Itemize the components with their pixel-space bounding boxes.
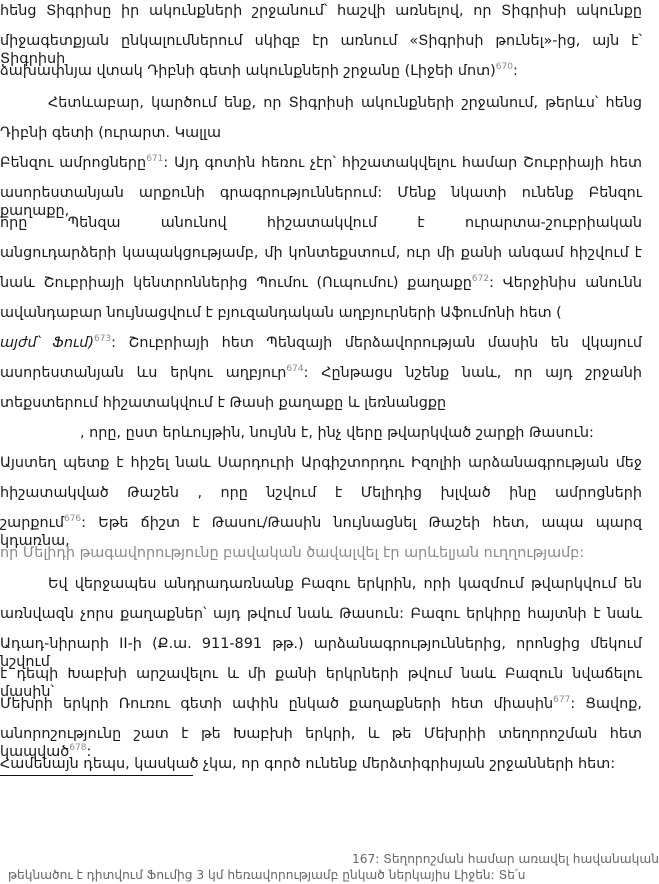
body-line: Մեխրի երկրի Ռուռու գետի ափին ընկած քաղաքների հետ միասին$^{677}$: Ցավոք, [0, 695, 642, 712]
body-line: Բենզու ամրոցները$^{671}$: Այդ գոտին հեռու չէր՝ հիշատակվելու համար Շուբրիայի հետ [0, 154, 643, 171]
body-line: որ Մելիդի թագավորությունը բավական ծավալվել էր արևելյան ուղղությամբ: [0, 545, 585, 561]
footnote-ref[interactable]: 678 [69, 743, 87, 754]
body-line: , որը, ըստ երևույթին, նույնն է, ինչ վերը թվարկված շարքի Թասուն: [80, 425, 594, 441]
footnote-ref[interactable]: 671 [146, 154, 164, 165]
body-line: միջագետքյան ընկալումներում սկիզբ էր առնում «Տիգրիսի թունել»-ից, այն է՝ Տիգրիսի [0, 33, 642, 67]
body-line: ձախափնյա վտակ Դիբնի գետի ակունքների շրջանը (Լիջեի մոտ)$^{670}$: [0, 62, 518, 79]
body-line: ասորեստանյան արքունի գրագրություններում: Մենք նկատի ունենք Բենզու քաղաքը, [0, 185, 642, 219]
body-line: անորոշությունը շատ է թե Խաբխի երկրի, և թե Մեխրիի տեղորոշման հետ կապված$^{678}$: [0, 726, 642, 760]
body-line: նաև Շուբրիայի կենտրոններից Պումու (Ուպումու) քաղաքը$^{672}$: Վերջինիս անունն [0, 274, 642, 291]
body-line: շարքում$^{676}$: Եթե ճիշտ է Թասու/Թասին նույնացնել Թաշեի հետ, ապա պարզ կդառնա, [0, 514, 642, 549]
body-line: հենց Տիգրիսը իր ակունքների շրջանում՝ հաշվի առնելով, որ Տիգրիսի ակունքը [0, 3, 642, 19]
body-line: Այստեղ պետք է հիշել նաև Սարդուրի Արգիշտորդու Իզոլիի արձանագրության մեջ [0, 455, 642, 471]
body-line: ավանդաբար նույնացվում է բյուզանդական աղբյուրների Աֆումոնի հետ ( [0, 305, 562, 321]
body-line: տեքստերում հիշատակվում է Թասի քաղաքը և լեռնանցքը [0, 395, 447, 411]
body-line: ասորեստանյան ևս երկու աղբյուր$^{674}$: Հընթացս նշենք նաև, որ այդ շրջանի [0, 364, 642, 381]
footnote-ref[interactable]: 674 [286, 364, 304, 375]
body-line: անցուդարձերի կապակցությամբ, մի կոնտեքստում, ուր մի քանի անգամ հիշվում է [0, 245, 642, 261]
body-line: որը Պենզա անունով հիշատակվում է ուրարտա-շուբրիական [0, 215, 642, 231]
footnote-ref[interactable]: 672 [471, 274, 490, 285]
footnote-separator [0, 775, 193, 776]
body-line: այժմ՝ Ֆում)$^{673}$: Շուբրիայի հետ Պենզայի մերձավորության մասին են վկայում [0, 334, 642, 351]
footnote-text: 167: Տեղորոշման համար առավել հավանական [352, 852, 659, 866]
body-line: հիշատակված Թաշեն , որը նշվում է Մելիդից խլված ինը ամրոցների [0, 485, 642, 501]
body-line: Համենայն դեպս, կասկած չկա, որ գործ ունենք մերձտիգրիսյան շրջանների հետ: [0, 756, 616, 772]
body-line: Եվ վերջապես անդրադառնանք Բազու երկրին, որի կազմում թվարկվում են [48, 576, 642, 592]
footnote-ref[interactable]: 673 [93, 334, 112, 345]
body-line: Դիբնի գետի (ուրարտ. Կալլա [0, 125, 221, 141]
footnote-ref[interactable]: 676 [63, 514, 82, 525]
body-line: Ադադ-նիրարի II-ի (Ք.ա. 911-891 թթ.) արձանագրություններից, որոնցից մեկում նշվում [0, 636, 642, 670]
body-line: առնվազն չորս քաղաքներ՝ այդ թվում նաև Թասուն: Բազու երկիրը հայտնի է նաև [0, 606, 642, 622]
footnote-text: թեկնածու է դիտվում Ֆումից 3 կմ հեռավորությամբ ընկած ներկայիս Լիջեն: Տե՛ս [8, 868, 526, 882]
footnote-ref[interactable]: 677 [553, 695, 571, 706]
body-line: է դեպի Խաբխի արշավելու և մի քանի երկրների թվում նաև Բազուն նվաճելու մասին՝ [0, 666, 642, 700]
footnote-ref[interactable]: 670 [495, 62, 513, 73]
body-line: Հետևաբար, կարծում ենք, որ Տիգրիսի ակունքների շրջանում, թերևս՝ հենց [48, 95, 642, 111]
